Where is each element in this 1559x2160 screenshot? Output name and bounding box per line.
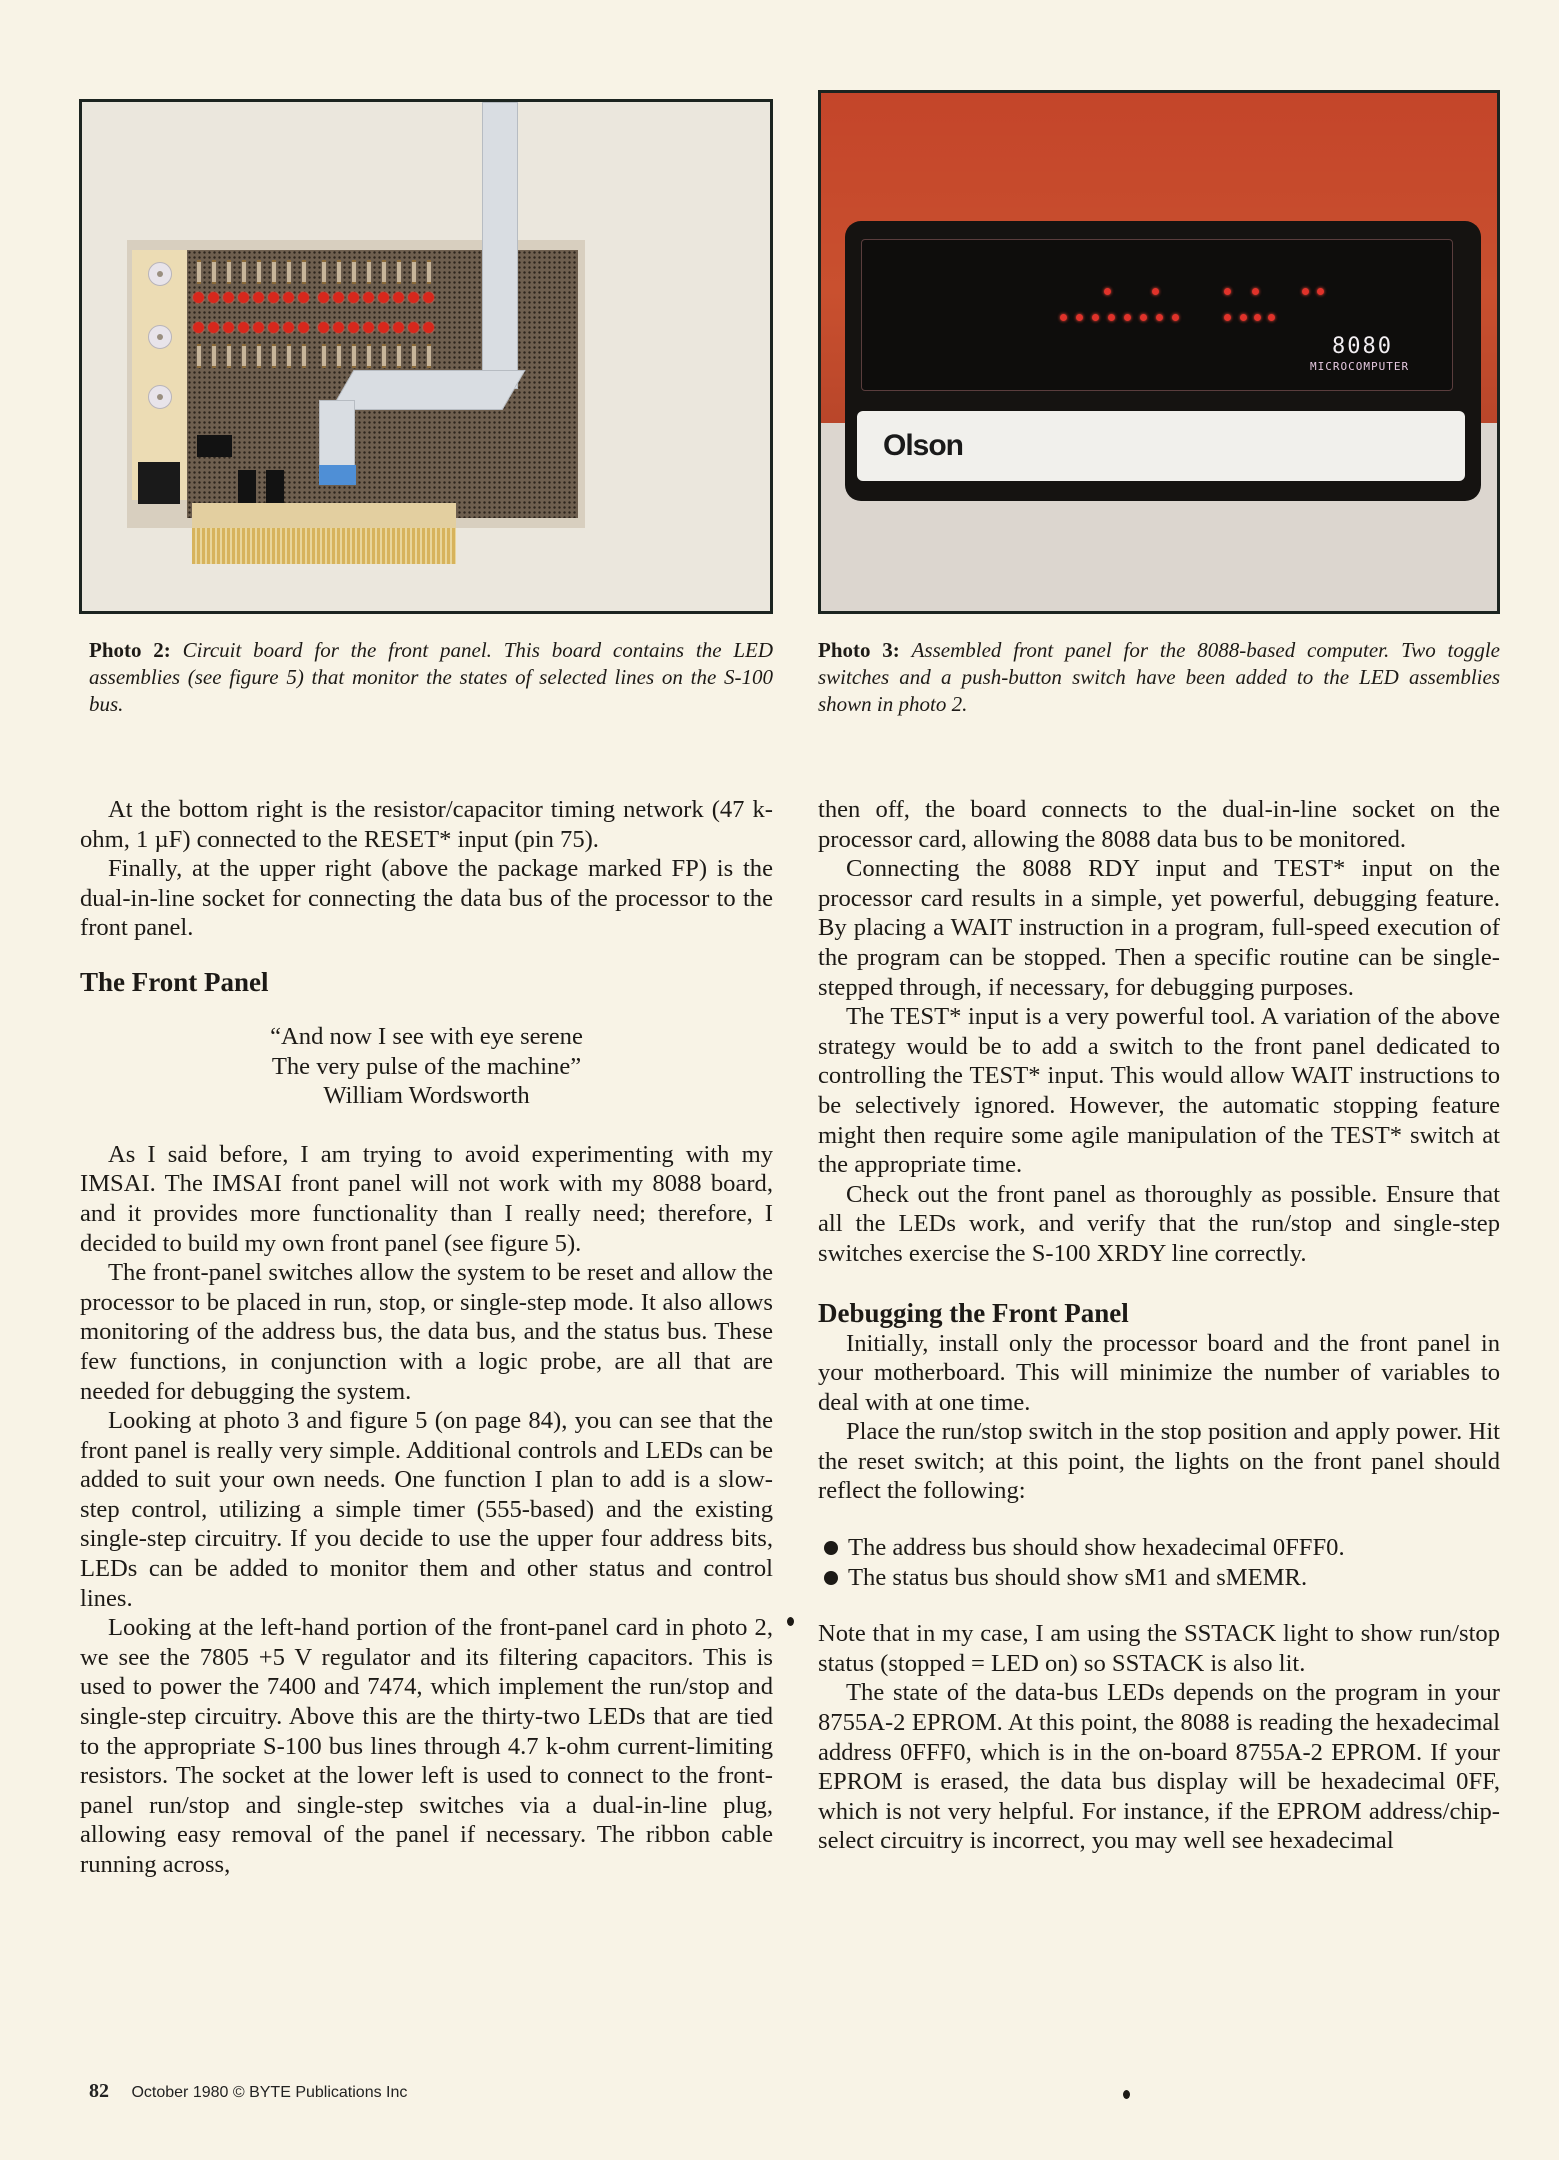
resistor-icon [302,260,306,284]
resistor-icon [337,344,341,368]
resistor-icon [287,260,291,284]
paragraph: The front-panel switches allow the system to be reset and allow the processor to be placed in run, stop, or single-step mode. It also allows monitoring of the address bus, the data bus, and the status bus. These few functions, in conjunction with a logic probe, are all that are needed for debugging the system. [80,1259,773,1405]
panel-led-icon [1104,288,1111,295]
resistor-icon [412,260,416,284]
panel-led-icon [1252,288,1259,295]
caption-text: Assembled front panel for the 8088-based computer. Two toggle switches and a push-button switch have been added to the LED assemblies shown in photo 2. [818,638,1500,716]
paragraph: As I said before, I am trying to avoid experimenting with my IMSAI. The IMSAI front panel will not work with my 8088 board, and it provides more functionality than I really need; therefore, I decided to build my own front panel (see figure 5). [80,1140,773,1257]
led-icon [238,322,249,333]
print-dot-icon [1123,2090,1130,2099]
bullet-icon [824,1571,838,1585]
resistor-icon [302,344,306,368]
paragraph: Place the run/stop switch in the stop position and apply power. Hit the reset switch; at this point, the lights on the front panel should reflect the following: [818,1418,1500,1505]
resistor-icon [427,260,431,284]
led-icon [423,292,434,303]
led-icon [378,292,389,303]
resistor-icon [397,260,401,284]
led-icon [393,322,404,333]
bullet-list [818,1533,1500,1592]
photo-2-caption [89,637,773,718]
brand-plate [857,411,1465,481]
led-icon [363,322,374,333]
resistor-icon [397,344,401,368]
front-panel-display [861,239,1453,391]
bullet-item [818,1563,1500,1593]
panel-led-icon [1268,314,1275,321]
panel-led-icon [1076,314,1083,321]
brand-logo: Olson [883,429,964,462]
paragraph: Note that in my case, I am using the SSTACK light to show run/stop status (stopped = LED on) so SSTACK is also lit. [818,1620,1500,1677]
edge-connector-top [192,503,456,528]
panel-led-icon [1140,314,1147,321]
paragraph: then off, the board connects to the dual-in-line socket on the processor card, allowing the 8088 data bus to be monitored. [818,796,1500,853]
paragraph: Check out the front panel as thoroughly as possible. Ensure that all the LEDs work, and verify that the run/stop and single-step switches exercise the S-100 XRDY line correctly. [818,1180,1500,1267]
model-sublabel: MICROCOMPUTER [1310,360,1410,373]
led-icon [193,292,204,303]
print-dot-icon [787,1617,794,1626]
led-icon [333,322,344,333]
resistor-icon [367,260,371,284]
caption-label: Photo 3: [818,638,900,662]
led-icon [223,292,234,303]
panel-led-icon [1124,314,1131,321]
led-icon [208,322,219,333]
resistor-icon [382,344,386,368]
panel-led-icon [1156,314,1163,321]
paragraph: The state of the data-bus LEDs depends on the program in your 8755A-2 EPROM. At this point, the 8088 is reading the hexadecimal address 0FFF0, which is in the on-board 8755A-2 EPROM. If your EPROM is erased, the data bus display will be hexadecimal 0FF, which is not very helpful. For instance, if the EPROM address/chip-select circuitry is incorrect, you may well see hexadecimal [818,1679,1500,1855]
panel-led-icon [1060,314,1067,321]
resistor-icon [337,260,341,284]
ribbon-cable-fold [330,370,525,410]
photo-2-circuit-board [79,99,773,614]
resistor-icon [287,344,291,368]
bullet-text: The address bus should show hexadecimal 0FFF0. [848,1534,1345,1562]
paragraph: Initially, install only the processor board and the front panel in your motherboard. This will minimize the number of variables to deal with at one time. [818,1329,1500,1416]
led-icon [208,292,219,303]
led-icon [253,322,264,333]
paragraph: Finally, at the upper right (above the package marked FP) is the dual-in-line socket for connecting the data bus of the processor to the front panel. [80,855,773,942]
resistor-icon [412,344,416,368]
ribbon-cable-end [319,400,355,470]
edge-connector [192,528,456,564]
resistor-icon [212,344,216,368]
resistor-icon [197,344,201,368]
led-icon [393,292,404,303]
led-icon [298,322,309,333]
resistor-icon [197,260,201,284]
resistor-icon [242,260,246,284]
led-icon [268,292,279,303]
resistor-icon [367,344,371,368]
paragraph: Connecting the 8088 RDY input and TEST* input on the processor card results in a simple, yet powerful, debugging feature. By placing a WAIT instruction in a program, full-speed execution of the program can be stopped. Then a specific routine can be single-stepped through, if necessary, for debugging purposes. [818,855,1500,1001]
section-heading: The Front Panel [80,966,269,997]
resistor-icon [227,344,231,368]
paragraph: Looking at the left-hand portion of the front-panel card in photo 2, we see the 7805 +5 V regulator and its filtering capacitors. This is used to power the 7400 and 7474, which implement the run/stop and single-step circuitry. Above this are the thirty-two LEDs that are tied to the appropriate S-100 bus lines through 4.7 k-ohm current-limiting resistors. The socket at the lower left is used to connect to the front-panel run/stop and single-step switches via a dual-in-line plug, allowing easy removal of the panel if necessary. The ribbon cable running across, [80,1614,773,1878]
panel-led-icon [1224,314,1231,321]
led-icon [253,292,264,303]
led-icon [408,322,419,333]
photo-3-caption [818,637,1500,718]
page-number: 82 [89,2080,109,2102]
led-icon [423,322,434,333]
paragraph: The TEST* input is a very powerful tool. A variation of the above strategy would be to add a switch to the front panel dedicated to controlling the TEST* input. This would allow WAIT instructions to be selectively ignored. However, the automatic stopping feature might then require some agile manipulation of the TEST* switch at the appropriate time. [818,1003,1500,1179]
led-icon [283,322,294,333]
circuit-board-image [127,240,585,528]
led-icon [348,292,359,303]
bullet-text: The status bus should show sM1 and sMEMR. [848,1563,1308,1591]
caption-text: Circuit board for the front panel. This board contains the LED assemblies (see figure 5) that monitor the states of selected lines on the S-100 bus. [89,638,774,716]
led-icon [193,322,204,333]
panel-led-icon [1152,288,1159,295]
left-text-column [80,795,773,1880]
resistor-icon [272,344,276,368]
resistor-icon [352,344,356,368]
washer-icon [148,325,172,349]
epigraph [80,1022,773,1111]
led-icon [348,322,359,333]
resistor-icon [352,260,356,284]
resistor-icon [427,344,431,368]
panel-led-icon [1224,288,1231,295]
ribbon-cable [482,102,518,389]
led-icon [318,322,329,333]
panel-led-icon [1092,314,1099,321]
led-icon [363,292,374,303]
led-icon [408,292,419,303]
resistor-icon [322,260,326,284]
footer-credit: October 1980 © BYTE Publications Inc [131,2084,408,2101]
caption-label: Photo 2: [89,638,171,662]
led-icon [333,292,344,303]
bullet-item [818,1533,1500,1563]
epigraph-line: The very pulse of the machine” [271,1052,582,1080]
panel-led-icon [1240,314,1247,321]
section-heading: Debugging the Front Panel [818,1297,1129,1328]
resistor-icon [212,260,216,284]
resistor-icon [382,260,386,284]
epigraph-line: “And now I see with eye serene [270,1022,583,1050]
led-icon [318,292,329,303]
paragraph: At the bottom right is the resistor/capacitor timing network (47 k-ohm, 1 µF) connected to the RESET* input (pin 75). [80,796,773,853]
panel-led-icon [1172,314,1179,321]
led-icon [238,292,249,303]
page-footer [89,2080,407,2103]
computer-case [845,221,1481,501]
led-icon [268,322,279,333]
led-icon [298,292,309,303]
resistor-icon [322,344,326,368]
panel-led-icon [1108,314,1115,321]
photo-3-front-panel [818,90,1500,614]
panel-led-icon [1254,314,1261,321]
washer-icon [148,262,172,286]
led-icon [223,322,234,333]
epigraph-author: William Wordsworth [323,1082,530,1110]
resistor-icon [227,260,231,284]
resistor-icon [257,260,261,284]
washer-icon [148,385,172,409]
panel-led-icon [1302,288,1309,295]
resistor-icon [272,260,276,284]
right-text-column [818,795,1500,1856]
resistor-icon [257,344,261,368]
regulator-7805 [138,462,180,504]
paragraph: Looking at photo 3 and figure 5 (on page 84), you can see that the front panel is really very simple. Additional controls and LEDs can be added to suit your own needs. One function I plan to add is a slow-step control, utilizing a simple timer (555-based) and the existing single-step circuitry. If you decide to use the upper four address bits, LEDs can be added to monitor them and other status and control lines. [80,1407,773,1612]
resistor-icon [242,344,246,368]
led-icon [378,322,389,333]
model-label: 8080 [1332,334,1393,359]
dip-plug [319,465,356,485]
ic-chip [197,435,232,457]
panel-led-icon [1317,288,1324,295]
bullet-icon [824,1541,838,1555]
led-icon [283,292,294,303]
